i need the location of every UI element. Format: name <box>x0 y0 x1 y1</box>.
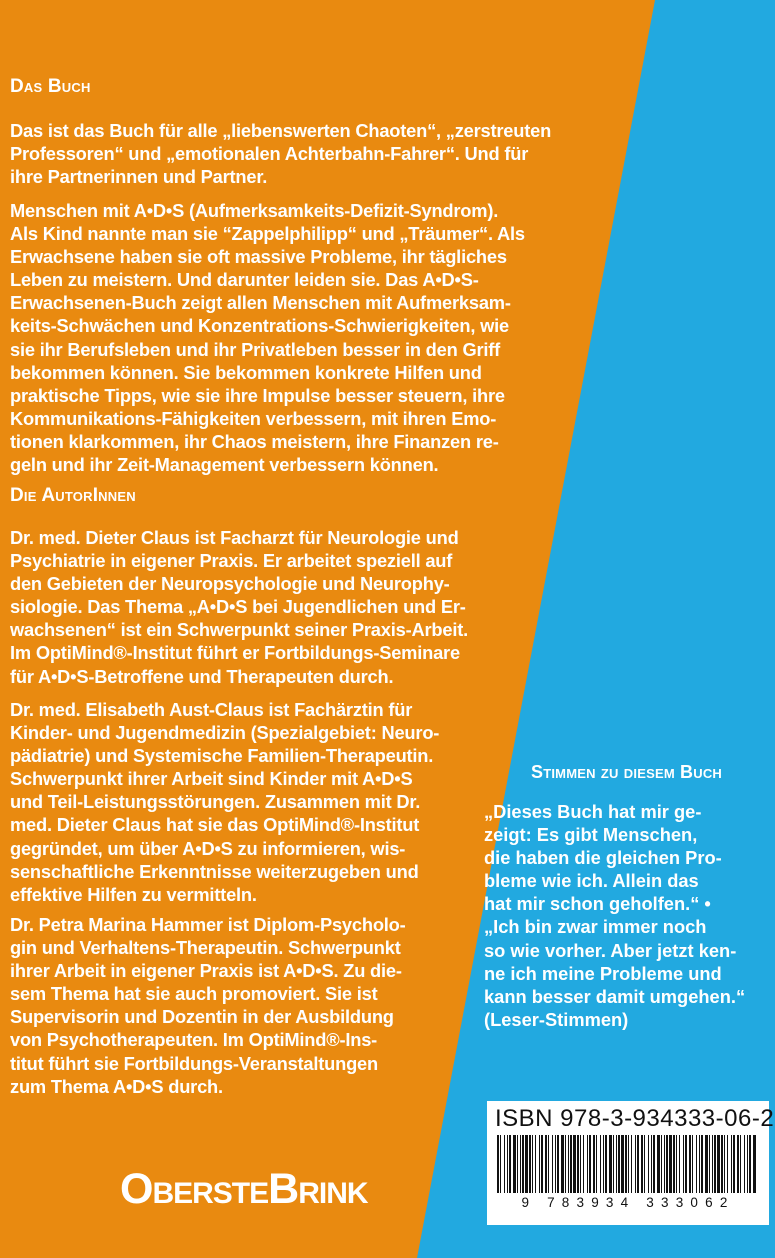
barcode-bar <box>603 1135 604 1193</box>
barcode-bar <box>717 1135 720 1193</box>
barcode-bar <box>625 1135 627 1193</box>
text-line: ne ich meine Probleme und <box>484 962 722 984</box>
text-line: sie ihr Berufsleben und ihr Privatleben besser in den Griff <box>10 338 501 360</box>
barcode-bar <box>635 1135 636 1193</box>
barcode-bar <box>541 1135 543 1193</box>
barcode-bar <box>587 1135 588 1193</box>
barcode-bar <box>532 1135 533 1193</box>
text-line: geln und ihr Zeit-Management verbessern können. <box>10 454 439 476</box>
barcode-bar <box>570 1135 572 1193</box>
barcode-bar <box>740 1135 741 1193</box>
barcode-bar <box>561 1135 564 1193</box>
barcode-bar <box>714 1135 716 1193</box>
book-heading: Das Buch <box>10 76 91 97</box>
text-line: kann besser damit umgehen.“ <box>484 985 746 1007</box>
text-line: Leben zu meistern. Und darunter leiden sie. Das A•D•S- <box>10 269 479 291</box>
barcode-bar <box>661 1135 662 1193</box>
barcode-bar <box>500 1135 501 1193</box>
text-line: den Gebieten der Neuropsychologie und Neurophy- <box>10 573 450 595</box>
text-line: sem Thema hat sie auch promoviert. Sie ist <box>10 983 378 1005</box>
barcode-bar <box>648 1135 649 1193</box>
publisher-logo <box>120 1165 368 1214</box>
barcode-bar <box>577 1135 579 1193</box>
barcode-bar <box>520 1135 521 1193</box>
barcode-bar <box>664 1135 665 1193</box>
barcode-bar <box>517 1135 518 1193</box>
barcode-bar <box>593 1135 595 1193</box>
text-line: Im OptiMind®-Institut führt er Fortbildungs-Seminare <box>10 642 460 664</box>
text-line: hat mir schon geholfen.“ • <box>484 893 711 915</box>
barcode-bar <box>651 1135 652 1193</box>
text-line: und Teil-Leistungsstörungen. Zusammen mit Dr. <box>10 791 421 813</box>
text-line: med. Dieter Claus hat sie das OptiMind®-Institut <box>10 814 420 836</box>
barcode-digits: 9 783934 333062 <box>521 1195 735 1210</box>
barcode-bar <box>605 1135 607 1193</box>
barcode-bar <box>583 1135 584 1193</box>
text-line: Schwerpunkt ihrer Arbeit sind Kinder mit A•D•S <box>10 768 413 790</box>
authors-heading: Die AutorInnen <box>10 485 136 506</box>
text-line: zum Thema A•D•S durch. <box>10 1075 223 1097</box>
barcode-bar <box>731 1135 732 1193</box>
text-line: gegründet, um über A•D•S zu informieren, wis- <box>10 837 406 859</box>
barcode-bar <box>712 1135 713 1193</box>
text-line: effektive Hilfen zu vermitteln. <box>10 883 257 905</box>
text-line: siologie. Das Thema „A•D•S bei Jugendlichen und Er- <box>10 596 466 618</box>
text-line: tionen klarkommen, ihr Chaos meistern, ihre Finanzen re- <box>10 430 499 452</box>
text-line: titut führt sie Fortbildungs-Veranstaltungen <box>10 1052 378 1074</box>
book-paragraph-2 <box>10 199 525 476</box>
text-line: von Psychotherapeuten. Im OptiMind®-Ins- <box>10 1029 378 1051</box>
text-line: zeigt: Es gibt Menschen, <box>484 824 698 846</box>
reader-quotes <box>484 800 768 1031</box>
barcode-bar <box>596 1135 597 1193</box>
barcode-bar <box>685 1135 687 1193</box>
barcode-bar <box>724 1135 725 1193</box>
barcode-bar <box>637 1135 639 1193</box>
barcode-bar <box>573 1135 576 1193</box>
text-line: pädiatrie) und Systemische Familien-Therapeutin. <box>10 745 434 767</box>
barcode <box>495 1135 761 1197</box>
barcode-bar <box>557 1135 559 1193</box>
barcode-bar <box>545 1135 547 1193</box>
barcode-bar <box>699 1135 700 1193</box>
barcode-bar <box>709 1135 710 1193</box>
barcode-bar <box>600 1135 601 1193</box>
text-line: ihre Partnerinnen und Partner. <box>10 166 268 188</box>
author-paragraph-2 <box>10 698 439 906</box>
barcode-bar <box>747 1135 748 1193</box>
barcode-bar <box>529 1135 531 1193</box>
barcode-bar <box>621 1135 624 1193</box>
publisher-logo-part2: Brink <box>268 1165 368 1213</box>
text-line: Kommunikations-Fähigkeiten verbessern, mit ihren Emo- <box>10 407 497 429</box>
text-line: Erwachsenen-Buch zeigt allen Menschen mit Aufmerksam- <box>10 292 511 314</box>
barcode-bar <box>641 1135 643 1193</box>
barcode-bar <box>504 1135 505 1193</box>
text-line: „Ich bin zwar immer noch <box>484 916 707 938</box>
barcode-bar <box>555 1135 556 1193</box>
barcode-bar <box>701 1135 703 1193</box>
barcode-bar <box>653 1135 655 1193</box>
barcode-bar <box>744 1135 745 1193</box>
text-line: praktische Tipps, wie sie ihre Impulse besser steuern, ihre <box>10 384 505 406</box>
barcode-bar <box>568 1135 569 1193</box>
barcode-bar <box>749 1135 751 1193</box>
text-line: die haben die gleichen Pro- <box>484 847 722 869</box>
barcode-bar <box>705 1135 708 1193</box>
text-line: wachsenen“ ist ein Schwerpunkt seiner Praxis-Arbeit. <box>10 619 468 641</box>
author-paragraph-1 <box>10 526 468 688</box>
text-line: Dr. Petra Marina Hammer ist Diplom-Psycholo- <box>10 914 406 935</box>
text-line: Als Kind nannte man sie “Zappelphilipp“ und „Träumer“. Als <box>10 223 525 245</box>
isbn-label: ISBN 978-3-934333-06-2 <box>495 1105 775 1132</box>
barcode-bar <box>657 1135 660 1193</box>
text-line: Supervisorin und Dozentin in der Ausbildung <box>10 1006 394 1028</box>
text-line: (Leser-Stimmen) <box>484 1008 629 1030</box>
text-line: für A•D•S-Betroffene und Therapeuten durch. <box>10 665 394 687</box>
author-paragraph-3 <box>10 913 406 1098</box>
barcode-bar <box>631 1135 632 1193</box>
barcode-bar <box>539 1135 540 1193</box>
barcode-bar <box>737 1135 739 1193</box>
text-line: Kinder- und Jugendmedizin (Spezialgebiet: Neuro- <box>10 722 440 744</box>
text-line: Das ist das Buch für alle „liebenswerten Chaoten“, „zerstreuten <box>10 120 552 141</box>
text-line: Erwachsene haben sie oft massive Probleme, ihr tägliches <box>10 246 507 268</box>
text-line: Menschen mit A•D•S (Aufmerksamkeits-Defizit-Syndrom). <box>10 200 499 221</box>
barcode-bar <box>727 1135 728 1193</box>
barcode-bar <box>548 1135 549 1193</box>
barcode-bar <box>679 1135 680 1193</box>
text-line: bekommen können. Sie bekommen konkrete Hilfen und <box>10 361 482 383</box>
barcode-bar <box>753 1135 756 1193</box>
isbn-barcode-box <box>487 1101 775 1225</box>
barcode-bar <box>589 1135 591 1193</box>
barcode-bar <box>616 1135 617 1193</box>
barcode-bar <box>609 1135 612 1193</box>
text-line: Dr. med. Dieter Claus ist Facharzt für Neurologie und <box>10 527 459 548</box>
text-line: senschaftliche Erkenntnisse weiterzugeben und <box>10 860 419 882</box>
barcode-bar <box>525 1135 528 1193</box>
text-line: keits-Schwächen und Konzentrations-Schwierigkeiten, wie <box>10 315 509 337</box>
barcode-bar <box>673 1135 675 1193</box>
barcode-bar <box>721 1135 723 1193</box>
voices-heading: Stimmen zu diesem Buch <box>531 762 723 782</box>
text-line: „Dieses Buch hat mir ge- <box>484 801 702 822</box>
barcode-bar <box>552 1135 553 1193</box>
text-line: so wie vorher. Aber jetzt ken- <box>484 939 737 961</box>
barcode-bar <box>507 1135 508 1193</box>
text-line: bleme wie ich. Allein das <box>484 870 699 892</box>
text-line: Dr. med. Elisabeth Aust-Claus ist Fachärztin für <box>10 699 413 720</box>
barcode-bar <box>644 1135 645 1193</box>
barcode-bar <box>580 1135 581 1193</box>
text-line: gin und Verhaltens-Therapeutin. Schwerpunkt <box>10 937 401 959</box>
text-line: ihrer Arbeit in eigener Praxis ist A•D•S. Zu die- <box>10 960 402 982</box>
barcode-bar <box>613 1135 614 1193</box>
text-line: Professoren“ und „emotionalen Achterbahn-Fahrer“. Und für <box>10 143 529 165</box>
barcode-bar <box>676 1135 677 1193</box>
barcode-bar <box>669 1135 672 1193</box>
barcode-bar <box>696 1135 697 1193</box>
barcode-bar <box>733 1135 735 1193</box>
book-paragraph-1 <box>10 119 551 188</box>
publisher-logo-part1: Oberste <box>120 1165 269 1213</box>
barcode-bar <box>497 1135 499 1193</box>
barcode-bar <box>689 1135 691 1193</box>
barcode-bar <box>618 1135 620 1193</box>
barcode-bar <box>522 1135 524 1193</box>
barcode-bar <box>509 1135 511 1193</box>
text-line: Psychiatrie in eigener Praxis. Er arbeitet speziell auf <box>10 550 453 572</box>
barcode-bar <box>628 1135 629 1193</box>
barcode-bar <box>666 1135 668 1193</box>
barcode-bar <box>513 1135 516 1193</box>
barcode-bar <box>535 1135 536 1193</box>
barcode-bar <box>683 1135 684 1193</box>
barcode-bar <box>565 1135 566 1193</box>
barcode-bar <box>692 1135 693 1193</box>
